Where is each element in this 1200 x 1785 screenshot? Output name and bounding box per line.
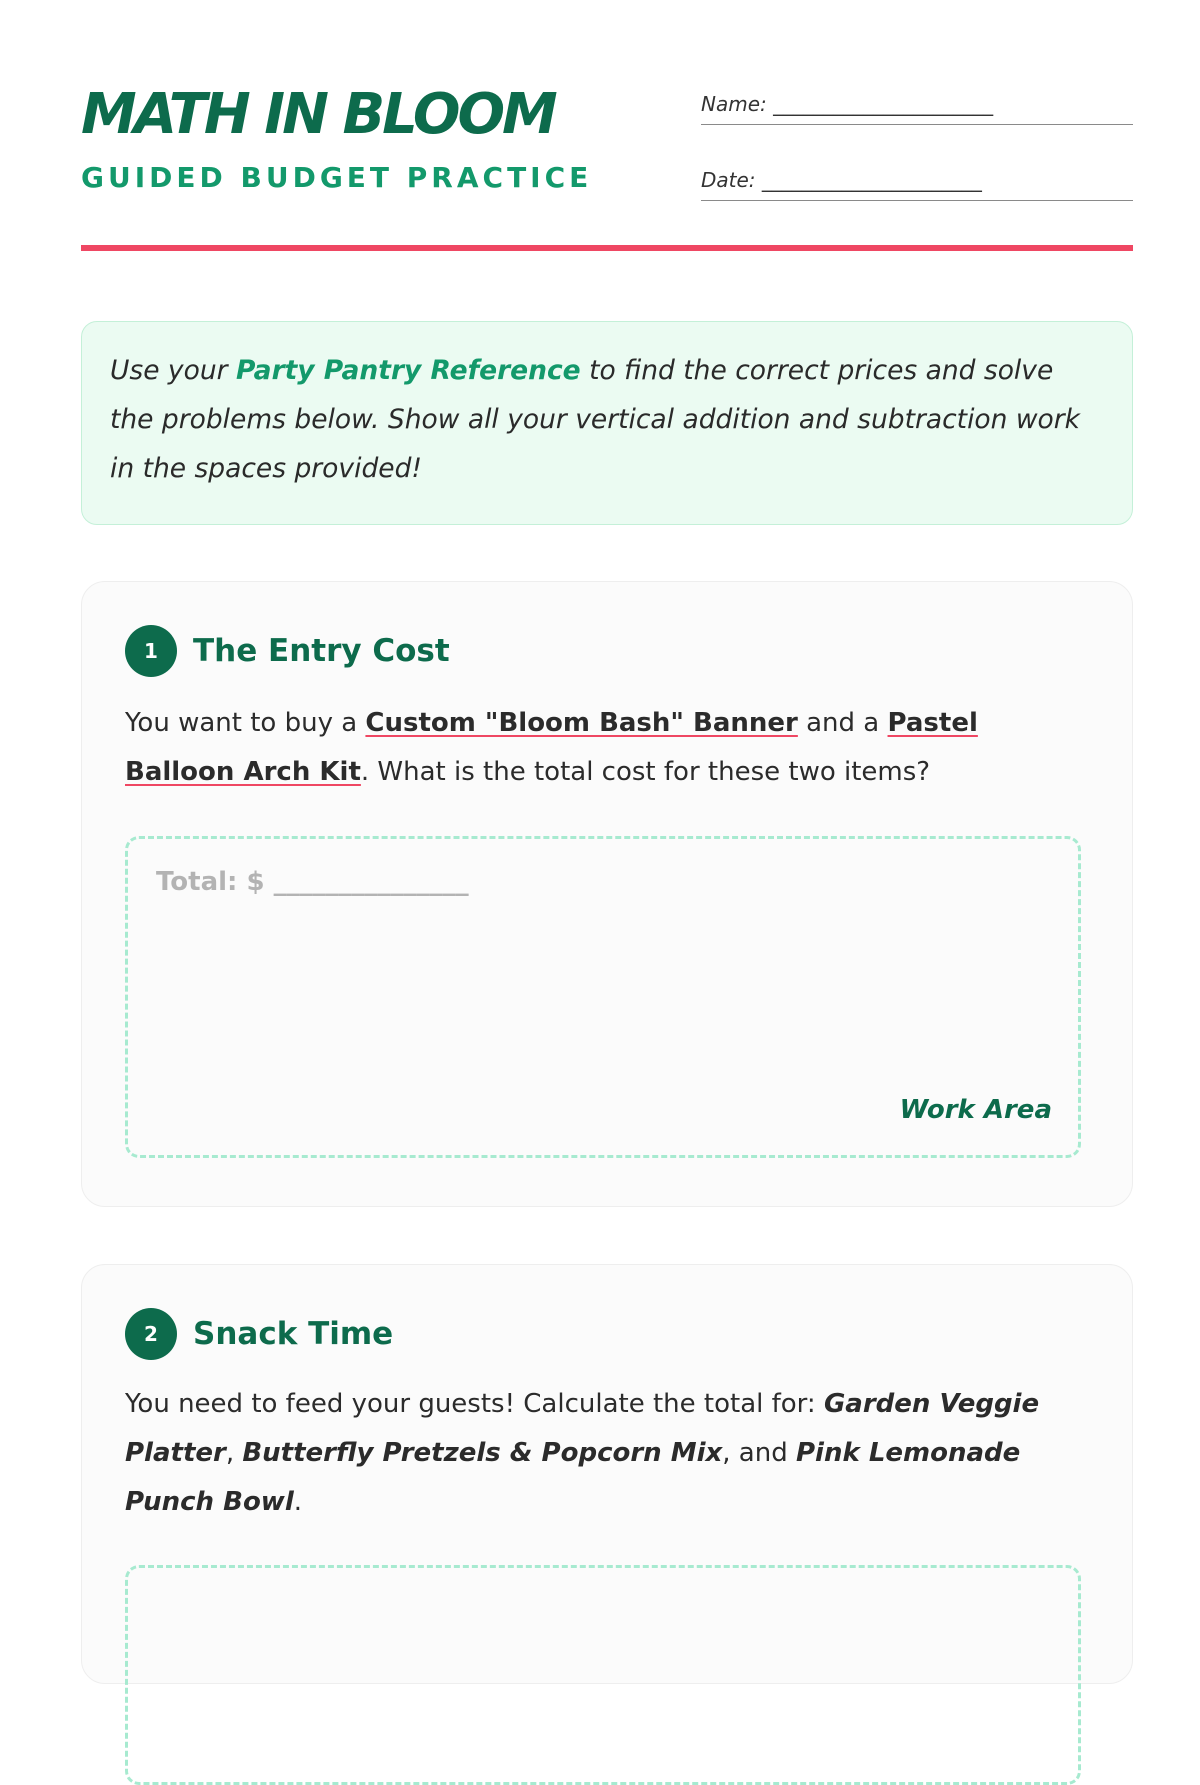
problem-text	[125, 699, 1085, 797]
total-answer-line[interactable]: Total: $ _______________	[156, 867, 469, 897]
problem-text	[125, 1380, 1085, 1527]
problem-number-badge: 1	[125, 625, 177, 677]
problem-text-part: ,	[225, 1438, 243, 1468]
item-lemonade-punch: Pink Lemonade Punch Bowl	[125, 1438, 1021, 1517]
worksheet-title: MATH IN BLOOM	[81, 82, 555, 147]
item-banner: Custom "Bloom Bash" Banner	[365, 708, 798, 738]
problem-title: The Entry Cost	[193, 633, 450, 669]
work-area-box[interactable]	[125, 836, 1081, 1158]
problem-text-part: You want to buy a	[125, 708, 366, 738]
name-field[interactable]: Name: ______________________	[701, 88, 1133, 125]
problem-text-part: .	[293, 1487, 302, 1517]
problem-text-part: . What is the total cost for these two items?	[360, 757, 931, 787]
item-veggie-platter: Garden Veggie Platter	[125, 1389, 1040, 1468]
item-balloon-arch: Pastel Balloon Arch Kit	[125, 708, 978, 787]
work-area-box[interactable]	[125, 1565, 1081, 1785]
instructions-box	[81, 321, 1133, 525]
problem-text-part: , and	[722, 1438, 796, 1468]
worksheet-subtitle: GUIDED BUDGET PRACTICE	[81, 161, 593, 194]
worksheet-page	[81, 0, 1133, 1517]
problem-text-part: and a	[797, 708, 888, 738]
problem-title: Snack Time	[193, 1316, 394, 1352]
party-pantry-reference: Party Pantry Reference	[235, 355, 581, 386]
instructions-text-start: Use your	[110, 355, 236, 386]
instructions-text-end: to find the correct prices and solve the problems below. Show all your vertical addition and subtraction work in the spaces provided!	[110, 355, 1080, 484]
problem-card-1	[81, 581, 1133, 1207]
problem-card-2	[81, 1264, 1133, 1684]
item-pretzels-popcorn: Butterfly Pretzels & Popcorn Mix	[242, 1438, 723, 1468]
date-field[interactable]: Date: ______________________	[701, 164, 1133, 201]
problem-number-badge: 2	[125, 1308, 177, 1360]
header-divider	[81, 245, 1133, 251]
worksheet-header	[81, 0, 1133, 252]
problem-text-part: You need to feed your guests! Calculate the total for:	[125, 1389, 824, 1419]
work-area-label: Work Area	[899, 1095, 1052, 1125]
